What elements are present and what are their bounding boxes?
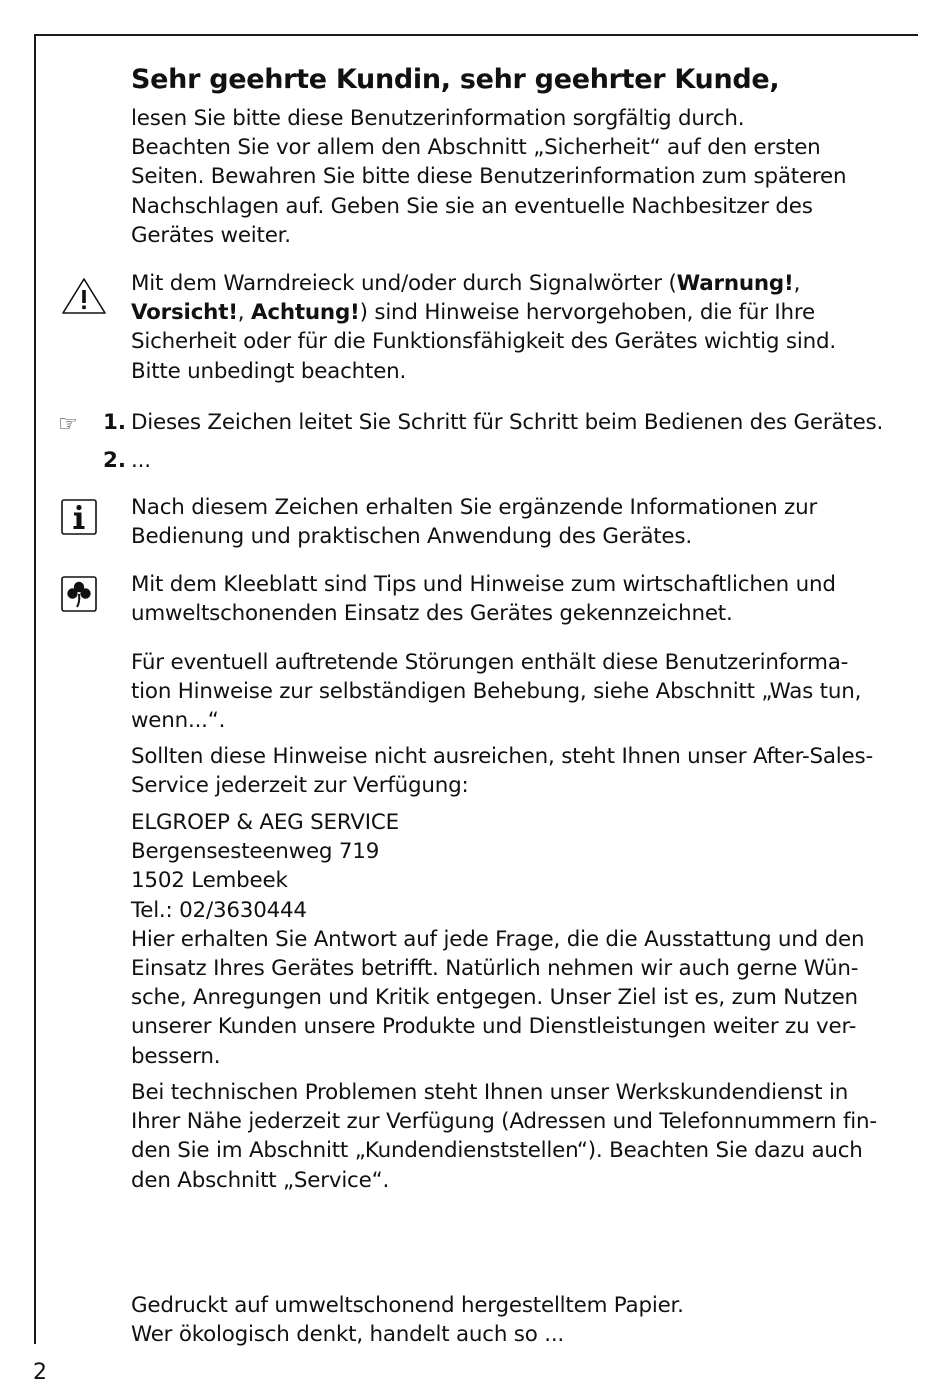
- feedback-line: sche, Anregungen und Kritik entgegen. Unser Ziel ist es, zum Nutzen: [131, 985, 858, 1011]
- intro-line: Seiten. Bewahren Sie bitte diese Benutzerinformation zum späteren: [131, 164, 847, 190]
- troubleshoot-paragraph: [131, 648, 901, 736]
- technical-paragraph: [131, 1078, 901, 1195]
- feedback-line: unserer Kunden unsere Produkte und Dienstleistungen weiter zu ver-: [131, 1014, 857, 1040]
- company-name: ELGROEP & AEG SERVICE: [131, 810, 399, 835]
- warning-line: Bitte unbedingt beachten.: [131, 358, 407, 384]
- signal-word-warnung: Warnung!: [676, 271, 794, 296]
- aftersales-paragraph: [131, 742, 901, 800]
- step-1-text: [131, 408, 901, 437]
- warning-paragraph: [131, 269, 901, 386]
- intro-paragraph: [131, 104, 901, 250]
- feedback-line: Hier erhalten Sie Antwort auf jede Frage, die die Ausstattung und den: [131, 926, 865, 952]
- warning-text: Mit dem Warndreieck und/oder durch Signalwörter (: [131, 271, 677, 296]
- cloverleaf-icon: [61, 576, 97, 616]
- feedback-line: Einsatz Ihres Gerätes betrifft. Natürlich nehmen wir auch gerne Wün-: [131, 956, 859, 982]
- feedback-line: bessern.: [131, 1043, 221, 1069]
- aftersales-line: Sollten diese Hinweise nicht ausreichen, steht Ihnen unser After-Sales-: [131, 744, 873, 769]
- page-left-rule: [34, 34, 36, 1344]
- page-number: 2: [33, 1360, 47, 1385]
- warning-text: ,: [793, 271, 801, 296]
- step-number-2: 2.: [103, 448, 127, 473]
- step-text: Dieses Zeichen leitet Sie Schritt für Schritt beim Bedienen des Gerätes.: [131, 410, 884, 435]
- technical-line: den Sie im Abschnitt „Kundendienststellen“). Beachten Sie dazu auch: [131, 1138, 863, 1164]
- eco-line: Mit dem Kleeblatt sind Tips und Hinweise zum wirtschaftlichen und: [131, 572, 836, 597]
- street-address: Bergensesteenweg 719: [131, 839, 380, 865]
- pointing-hand-icon: ☞: [58, 412, 78, 437]
- warning-line: [131, 269, 901, 298]
- technical-line: Ihrer Nähe jederzeit zur Verfügung (Adressen und Telefonnummern fin-: [131, 1109, 877, 1135]
- warning-line: Sicherheit oder für die Funktionsfähigkeit des Gerätes wichtig sind.: [131, 329, 836, 355]
- warning-text: ) sind Hinweise hervorgehoben, die für Ihre: [359, 300, 815, 326]
- step-number-1: 1.: [103, 410, 127, 435]
- aftersales-line: Service jederzeit zur Verfügung:: [131, 773, 469, 799]
- intro-line: Beachten Sie vor allem den Abschnitt „Sicherheit“ auf den ersten: [131, 135, 821, 161]
- page-top-rule: [34, 34, 918, 36]
- warning-line: [131, 298, 901, 327]
- signal-word-achtung: Achtung!: [251, 300, 360, 326]
- technical-line: Bei technischen Problemen steht Ihnen unser Werkskundendienst in: [131, 1080, 849, 1105]
- footer-line: Gedruckt auf umweltschonend hergestelltem Papier.: [131, 1293, 684, 1318]
- eco-paragraph: [131, 570, 901, 628]
- service-address: [131, 808, 901, 1071]
- signal-word-vorsicht: Vorsicht!: [131, 300, 238, 326]
- info-line: Nach diesem Zeichen erhalten Sie ergänzende Informationen zur: [131, 495, 818, 520]
- info-paragraph: [131, 493, 901, 551]
- troubleshoot-line: Für eventuell auftretende Störungen enthält diese Benutzerinforma-: [131, 650, 849, 675]
- info-i-icon: [61, 499, 97, 539]
- intro-line: lesen Sie bitte diese Benutzerinformation sorgfältig durch.: [131, 106, 745, 131]
- info-line: Bedienung und praktischen Anwendung des Gerätes.: [131, 524, 692, 550]
- troubleshoot-line: tion Hinweise zur selbständigen Behebung, siehe Abschnitt „Was tun,: [131, 679, 862, 705]
- technical-line: den Abschnitt „Service“.: [131, 1167, 390, 1193]
- page-title: Sehr geehrte Kundin, sehr geehrter Kunde,: [131, 64, 780, 95]
- warning-triangle-icon: [60, 276, 108, 320]
- eco-line: umweltschonenden Einsatz des Gerätes gekennzeichnet.: [131, 601, 733, 627]
- warning-text: ,: [237, 300, 251, 326]
- phone-number: Tel.: 02/3630444: [131, 897, 307, 923]
- city-address: 1502 Lembeek: [131, 868, 288, 894]
- step-text: ...: [131, 448, 151, 473]
- troubleshoot-line: wenn...“.: [131, 708, 226, 734]
- intro-line: Nachschlagen auf. Geben Sie sie an eventuelle Nachbesitzer des: [131, 193, 813, 219]
- recycled-paper-note: [131, 1291, 901, 1349]
- footer-line: Wer ökologisch denkt, handelt auch so ...: [131, 1322, 565, 1348]
- step-2-text: [131, 446, 901, 475]
- intro-line: Gerätes weiter.: [131, 222, 291, 248]
